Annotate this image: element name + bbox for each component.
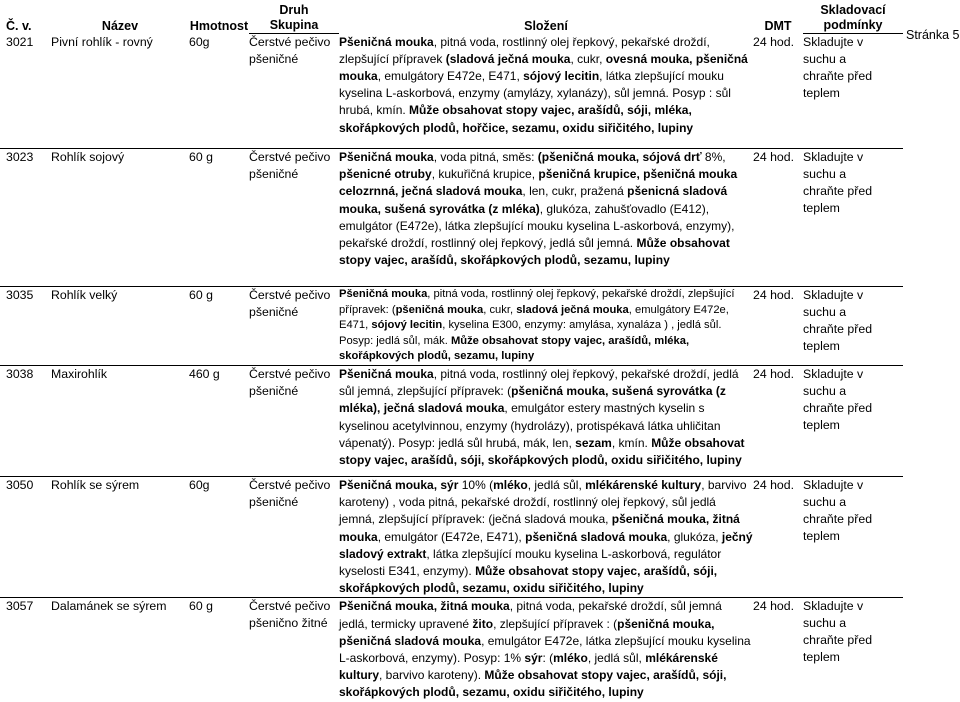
storage-conditions	[803, 149, 903, 270]
storage-conditions	[803, 287, 903, 366]
product-dmt: 24 hod.	[753, 34, 803, 149]
product-number: 3038	[0, 365, 51, 476]
table-header	[0, 3, 903, 34]
storage-line: teplem	[803, 339, 840, 354]
table-row	[0, 598, 903, 702]
product-composition: Pšeničná mouka, pitná voda, rostlinný olej řepkový, pekařské droždí, zlepšující přípravek (sladová ječná mouka, cukr, ovesná mouka, pšeničná mouka, emulgátory E472e, E471, sójový lecitin, látka zlepšující mouku kyselina L-askorbová, enzymy (amylázy, xylanázy), sůl jemná. Posyp : sůl hrubá, kmín. Může obsahovat stopy vajec, arašídů, sóji, mléka, skořápkových plodů, hořčice, sezamu, oxidu siřičitého, lupiny	[339, 34, 753, 149]
group-line: Čerstvé pečivo	[249, 599, 331, 614]
table-row	[0, 365, 903, 476]
product-name: Rohlík velký	[51, 287, 189, 366]
storage-line: Skladujte v	[803, 288, 864, 303]
group-line: Čerstvé pečivo	[249, 150, 331, 164]
product-composition: Pšeničná mouka, pitná voda, rostlinný olej řepkový, pekařské droždí, jedlá sůl jemná, zlepšující přípravek: (pšeničná mouka, sušená syrovátka (z mléka), ječná sladová mouka, emulgátor estery mastných kyselin s kyselinou acetylvinnou, enzymy (hydrolázy), protispékavá látka uhličitan vápenatý). Posyp: jedlá sůl hrubá, mák, len, sezam, kmín. Může obsahovat stopy vajec, arašídů, sóji, skořápkových plodů, oxidu siřičitého, lupiny	[339, 365, 753, 476]
row-spacer	[0, 269, 903, 287]
product-weight: 460 g	[189, 365, 249, 476]
storage-line: teplem	[803, 528, 840, 543]
table-row	[0, 476, 903, 597]
group-line: pšeničné	[249, 305, 299, 320]
product-weight: 60 g	[189, 599, 213, 614]
product-number: 3023	[6, 150, 34, 164]
storage-conditions	[803, 598, 903, 702]
page-number: Stránka 5	[906, 28, 960, 42]
group-line: Čerstvé pečivo	[249, 366, 331, 381]
storage-line: teplem	[803, 650, 840, 665]
storage-line: chraňte před	[803, 184, 873, 198]
group-line: pšeničné	[249, 494, 299, 509]
storage-line: suchu a	[803, 494, 847, 509]
product-name: Dalamánek se sýrem	[51, 599, 167, 614]
header-storage-bottom: podmínky	[803, 18, 903, 34]
storage-line: chraňte před	[803, 400, 873, 415]
group-line: pšeničné	[249, 383, 299, 398]
product-dmt: 24 hod.	[753, 365, 803, 476]
table-body	[0, 34, 903, 702]
group-line: pšeničné	[249, 52, 299, 66]
storage-line: suchu a	[803, 167, 847, 181]
product-group	[249, 287, 339, 366]
storage-line: chraňte před	[803, 511, 873, 526]
product-group	[249, 34, 339, 149]
storage-line: teplem	[803, 201, 840, 215]
storage-line: teplem	[803, 417, 840, 432]
product-dmt: 24 hod.	[753, 150, 795, 164]
storage-line: Skladujte v	[803, 35, 864, 49]
product-number: 3021	[0, 34, 51, 149]
storage-line: teplem	[803, 86, 840, 100]
product-name: Maxirohlík	[51, 365, 189, 476]
storage-conditions	[803, 476, 903, 597]
product-weight: 60 g	[189, 150, 213, 164]
storage-line: chraňte před	[803, 322, 873, 337]
product-composition: Pšeničná mouka, sýr 10% (mléko, jedlá sůl, mlékárenské kultury, barvivo karoteny) , voda pitná, pekařské droždí, rostlinný olej řepkový, sůl jedlá jemná, zlepšující přípravek: (ječná sladová mouka, pšeničná mouka, žitná mouka, emulgátor (E472e, E471), pšeničná sladová mouka, glukóza, ječný sladový extrakt, látka zlepšující mouku kyselina L-askorbová, regulátor kyselosti E341, enzymy). Může obsahovat stopy vajec, arašídů, sóji, skořápkových plodů, sezamu, oxidu siřičitého, lupiny	[339, 476, 753, 597]
storage-conditions	[803, 365, 903, 476]
product-number: 3057	[6, 599, 34, 614]
header-dmt: DMT	[764, 18, 792, 33]
product-table	[0, 3, 903, 702]
product-dmt: 24 hod.	[753, 599, 795, 614]
storage-line: chraňte před	[803, 633, 873, 648]
product-composition: Pšeničná mouka, žitná mouka, pitná voda, pekařské droždí, sůl jemná jedlá, termicky upravené žito, zlepšující přípravek : (pšeničná mouka, pšeničná sladová mouka, emulgátor E472e, látka zlepšující mouku kyselina L-askorbová, enzymy). Posyp: 1% sýr: (mléko, jedlá sůl, mlékárenské kultury, barvivo karoteny). Může obsahovat stopy vajec, arašídů, sóji, skořápkových plodů, sezamu, oxidu siřičitého, lupiny	[339, 599, 751, 700]
table-row	[0, 149, 903, 270]
product-group	[249, 149, 339, 270]
product-dmt: 24 hod.	[753, 287, 803, 366]
header-composition: Složení	[524, 18, 568, 33]
storage-line: Skladujte v	[803, 477, 864, 492]
group-line: pšenično žitné	[249, 616, 328, 631]
product-weight: 60g	[189, 476, 249, 597]
product-composition: Pšeničná mouka, voda pitná, směs: (pšeničná mouka, sójová drť 8%, pšenicné otruby, kukuřičná krupice, pšeničná krupice, pšeničná mouka celozrnná, ječná sladová mouka, len, cukr, pražená pšenicná sladová mouka, sušená syrovátka (z mléka), glukóza, zahušťovadlo (E412), emulgátor (E472e), látka zlepšující mouku kyselina L-askorbová, enzymy), pekařské droždí, rostlinný olej řepkový, jedlá sůl jemná. Může obsahovat stopy vajec, arašídů, skořápkových plodů, sezamu, lupiny	[339, 150, 738, 268]
storage-conditions	[803, 34, 903, 149]
table-row	[0, 287, 903, 366]
product-dmt: 24 hod.	[753, 476, 803, 597]
product-number: 3050	[0, 476, 51, 597]
storage-line: Skladujte v	[803, 366, 864, 381]
header-group-top: Druh	[279, 3, 309, 17]
group-line: Čerstvé pečivo	[249, 477, 331, 492]
product-group	[249, 598, 339, 702]
product-weight: 60g	[189, 34, 249, 149]
product-name: Rohlík sojový	[51, 150, 125, 164]
storage-line: Skladujte v	[803, 150, 864, 164]
header-group-bottom: Skupina	[249, 18, 339, 34]
product-number: 3035	[0, 287, 51, 366]
storage-line: suchu a	[803, 305, 847, 320]
group-line: pšeničné	[249, 167, 299, 181]
group-line: Čerstvé pečivo	[249, 35, 331, 49]
product-group	[249, 365, 339, 476]
header-name: Název	[101, 18, 139, 33]
table-row	[0, 34, 903, 149]
group-line: Čerstvé pečivo	[249, 288, 331, 303]
header-no: Č. v.	[6, 18, 32, 33]
header-storage-top: Skladovací	[820, 3, 886, 17]
product-weight: 60 g	[189, 287, 249, 366]
storage-line: suchu a	[803, 52, 847, 66]
product-group	[249, 476, 339, 597]
header-weight: Hmotnost	[189, 18, 249, 33]
product-name: Pivní rohlík - rovný	[51, 34, 189, 149]
storage-line: chraňte před	[803, 69, 873, 83]
product-composition: Pšeničná mouka, pitná voda, rostlinný olej řepkový, pekařské droždí, zlepšující přípravek: (pšeničná mouka, cukr, sladová ječná mouka, emulgátory E472e, E471, sójový lecitin, kyselina E300, enzymy: amylása, xynaláza ) , jedlá sůl. Posyp: jedlá sůl, mák. Může obsahovat stopy vajec, arašídů, mléka, skořápkových plodů, sezamu, lupiny	[339, 287, 753, 366]
product-name: Rohlík se sýrem	[51, 476, 189, 597]
storage-line: suchu a	[803, 383, 847, 398]
storage-line: Skladujte v	[803, 599, 864, 614]
storage-line: suchu a	[803, 616, 847, 631]
